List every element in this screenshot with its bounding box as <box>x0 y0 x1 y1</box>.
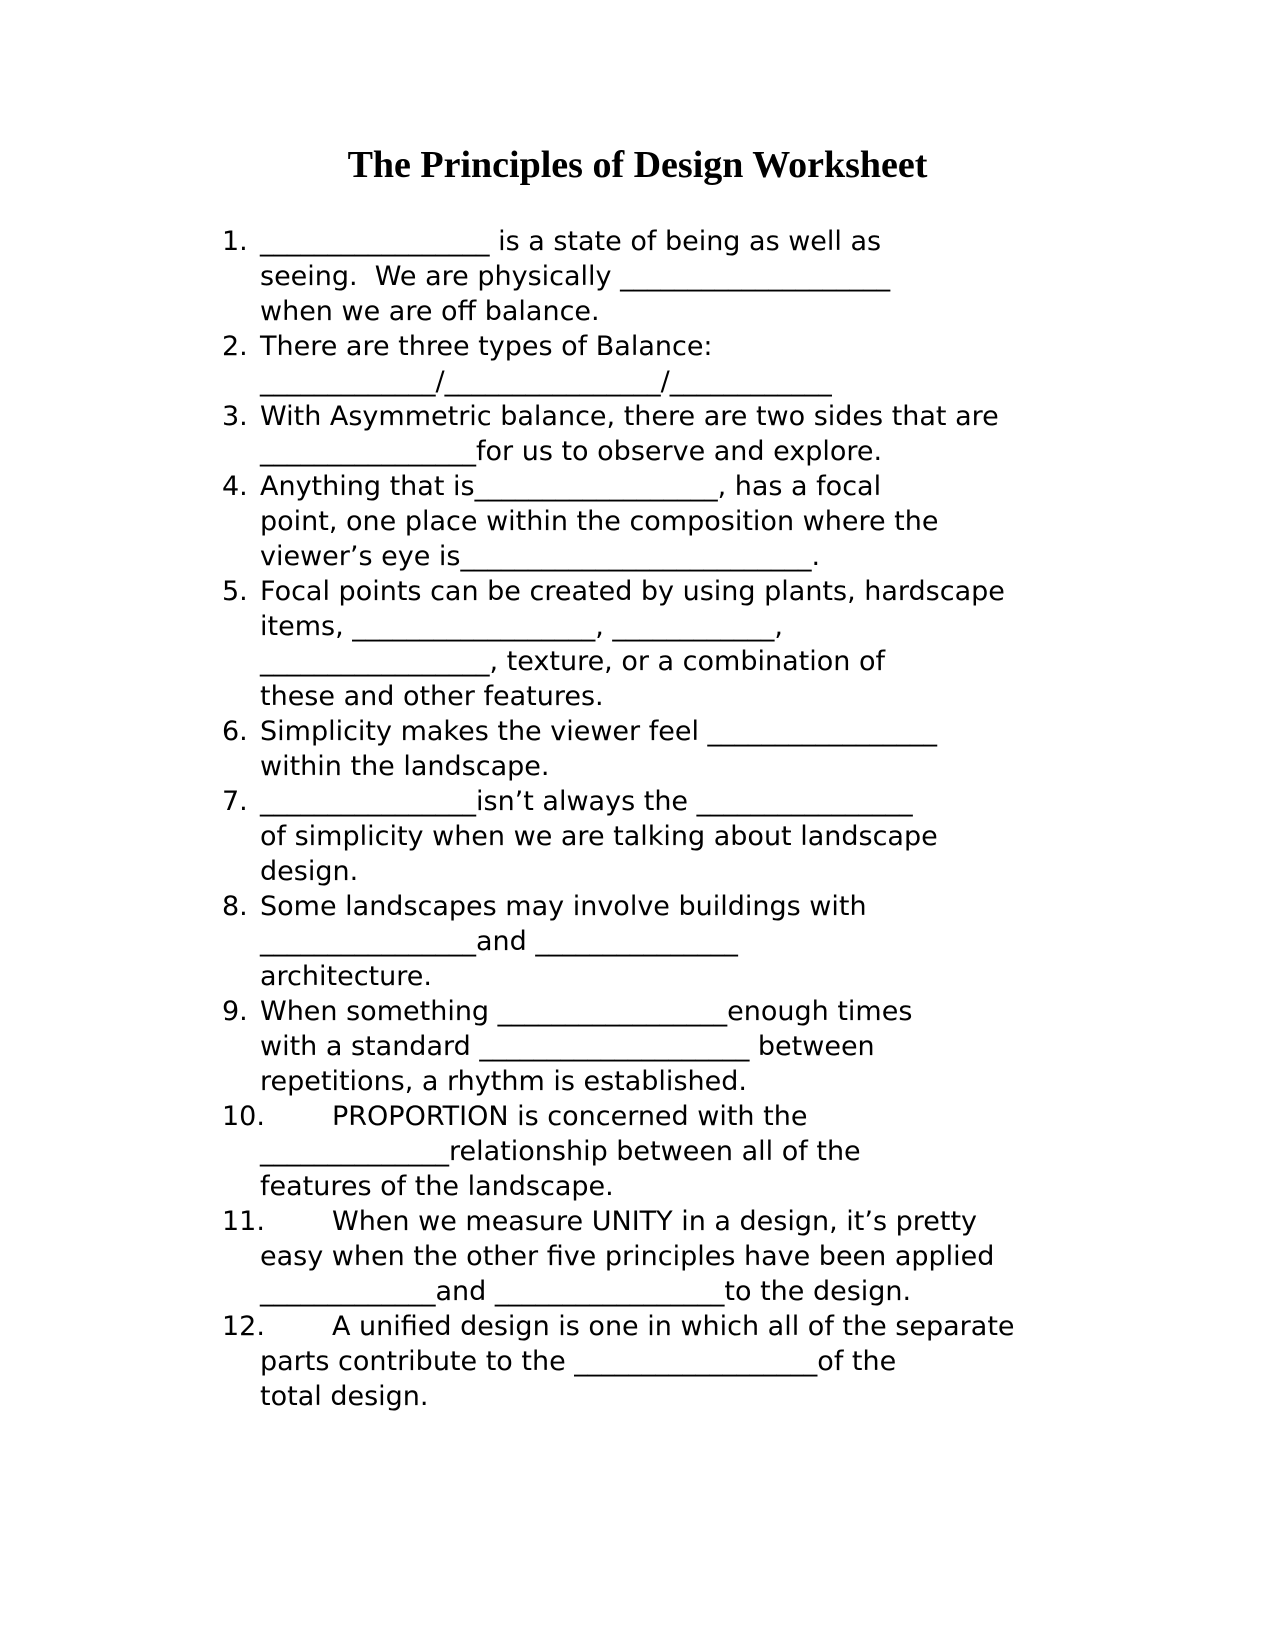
question-number: 7. <box>222 786 248 817</box>
question-text <box>260 224 1082 329</box>
question-line: point, one place within the composition where the <box>260 506 939 537</box>
question-number: 4. <box>222 471 248 502</box>
question-line: ________________isn’t always the ________________ <box>260 786 913 817</box>
question-line: features of the landscape. <box>260 1171 614 1202</box>
question-number: 11. <box>222 1206 265 1237</box>
question-line: When something _________________enough times <box>260 996 913 1027</box>
question-text <box>260 1099 1082 1204</box>
question-line: _____________and _________________to the design. <box>260 1276 912 1307</box>
question-line: ______________relationship between all of the <box>260 1136 861 1167</box>
question-line: of simplicity when we are talking about landscape <box>260 821 938 852</box>
question-line: within the landscape. <box>260 751 550 782</box>
question-text <box>260 784 1082 889</box>
question-line: Focal points can be created by using plants, hardscape <box>260 576 1005 607</box>
question-text <box>260 329 1082 399</box>
question-number: 5. <box>222 576 248 607</box>
question-text <box>260 574 1082 714</box>
question-line: these and other features. <box>260 681 604 712</box>
question-line: With Asymmetric balance, there are two sides that are <box>260 401 999 432</box>
question-4 <box>222 469 1082 574</box>
question-line: viewer’s eye is__________________________. <box>260 541 821 572</box>
question-line: total design. <box>260 1381 429 1412</box>
question-line: There are three types of Balance: <box>260 331 713 362</box>
question-number: 10. <box>222 1101 265 1132</box>
question-12 <box>222 1309 1082 1414</box>
question-list <box>222 224 1082 1414</box>
question-line: parts contribute to the __________________of the <box>260 1346 897 1377</box>
question-line: when we are off balance. <box>260 296 600 327</box>
question-line: Anything that is__________________, has a focal <box>260 471 882 502</box>
question-2 <box>222 329 1082 399</box>
question-number: 1. <box>222 226 248 257</box>
question-7 <box>222 784 1082 889</box>
question-line: When we measure UNITY in a design, it’s pretty <box>332 1206 978 1237</box>
question-text <box>260 889 1082 994</box>
page-title: The Principles of Design Worksheet <box>347 144 928 186</box>
question-9 <box>222 994 1082 1099</box>
question-line: architecture. <box>260 961 432 992</box>
question-number: 2. <box>222 331 248 362</box>
question-5 <box>222 574 1082 714</box>
question-8 <box>222 889 1082 994</box>
question-line: design. <box>260 856 359 887</box>
question-text <box>260 714 1082 784</box>
question-number: 8. <box>222 891 248 922</box>
question-number: 3. <box>222 401 248 432</box>
question-line: _________________, texture, or a combination of <box>260 646 885 677</box>
question-6 <box>222 714 1082 784</box>
question-10 <box>222 1099 1082 1204</box>
question-line: easy when the other five principles have been applied <box>260 1241 995 1272</box>
question-line: A unified design is one in which all of the separate <box>332 1311 1015 1342</box>
question-text <box>260 994 1082 1099</box>
question-line: Simplicity makes the viewer feel _________________ <box>260 716 938 747</box>
question-text <box>260 399 1082 469</box>
question-number: 12. <box>222 1311 265 1342</box>
question-line: items, __________________, ____________, <box>260 611 783 642</box>
question-line: _________________ is a state of being as well as <box>260 226 882 257</box>
question-line: seeing. We are physically ____________________ <box>260 261 891 292</box>
question-number: 9. <box>222 996 248 1027</box>
question-1 <box>222 224 1082 329</box>
question-line: PROPORTION is concerned with the <box>332 1101 808 1132</box>
question-number: 6. <box>222 716 248 747</box>
question-line: repetitions, a rhythm is established. <box>260 1066 747 1097</box>
question-line: ________________for us to observe and explore. <box>260 436 883 467</box>
question-line: Some landscapes may involve buildings with <box>260 891 867 922</box>
question-text <box>260 1204 1082 1309</box>
question-line: _____________/________________/____________ <box>260 366 832 397</box>
question-3 <box>222 399 1082 469</box>
question-line: ________________and _______________ <box>260 926 738 957</box>
question-text <box>260 1309 1082 1414</box>
question-text <box>260 469 1082 574</box>
question-line: with a standard ____________________ between <box>260 1031 875 1062</box>
question-11 <box>222 1204 1082 1309</box>
